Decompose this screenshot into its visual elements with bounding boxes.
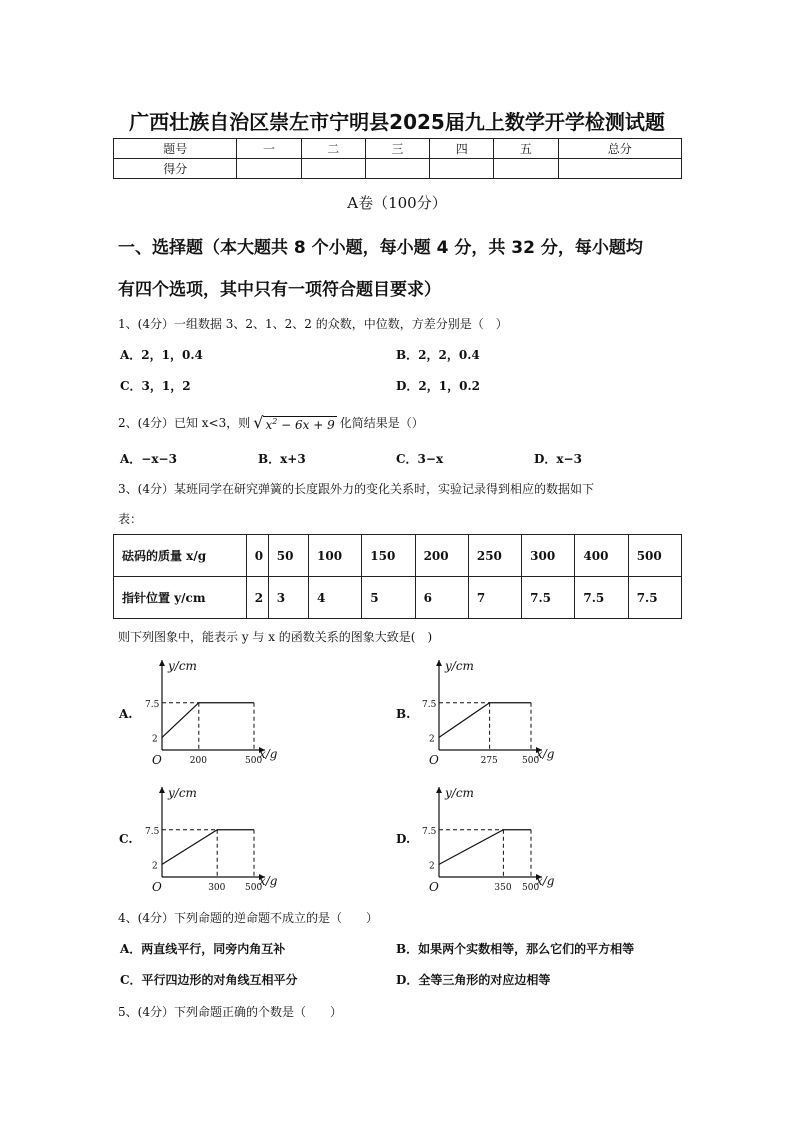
x-tick-end: 500 xyxy=(522,883,540,893)
y-axis-arrow xyxy=(159,660,165,666)
q3-question: 则下列图象中，能表示 y 与 x 的函数关系的图象大致是( ) xyxy=(118,630,433,644)
y-tick-7-5: 7.5 xyxy=(145,826,160,837)
y-tick-7-5: 7.5 xyxy=(422,699,437,710)
q1-option-c: C．3，1，2 xyxy=(120,379,191,393)
y-tick-7-5: 7.5 xyxy=(145,699,160,710)
q3-table-row-position xyxy=(114,577,682,619)
origin-label: O xyxy=(152,753,162,767)
q3-table-row-mass xyxy=(114,535,682,577)
table-cell: 2 xyxy=(246,577,268,619)
table-cell: 4 xyxy=(309,577,362,619)
q4-option-b: B．如果两个实数相等，那么它们的平方相等 xyxy=(396,942,635,956)
q1-stem: 1、(4分）一组数据 3、2、1、2、2 的众数，中位数，方差分别是（ ） xyxy=(118,317,508,331)
y-tick-7-5: 7.5 xyxy=(422,826,437,837)
score-input-cell xyxy=(237,159,301,179)
x-tick-corner: 200 xyxy=(189,756,207,766)
q1-option-d: D．2，1，0.2 xyxy=(396,379,480,393)
score-value-row xyxy=(114,159,682,179)
q3-stem-line2: 表： xyxy=(118,512,143,526)
graph-label-a: A. xyxy=(119,707,133,721)
x-tick-corner: 350 xyxy=(494,883,512,893)
sqrt-expression xyxy=(253,413,337,432)
q4-option-a: A．两直线平行，同旁内角互补 xyxy=(120,942,286,956)
x-axis-label: x/g xyxy=(536,874,555,888)
table-cell: 50 xyxy=(268,535,308,577)
origin-label: O xyxy=(429,753,439,767)
radicand-x: x xyxy=(265,418,273,432)
page-title: 广西壮族自治区崇左市宁明县2025届九上数学开学检测试题 xyxy=(129,110,665,134)
score-table xyxy=(113,138,682,179)
score-input-cell xyxy=(430,159,494,179)
function-line xyxy=(162,830,254,865)
table-cell: 7.5 xyxy=(522,577,575,619)
origin-label: O xyxy=(152,880,162,894)
part1-heading-line2: 有四个选项，其中只有一项符合题目要求） xyxy=(118,280,441,300)
table-cell: 300 xyxy=(522,535,575,577)
origin-label: O xyxy=(429,880,439,894)
q2-option-b: B．x+3 xyxy=(258,452,306,466)
function-line xyxy=(439,703,531,738)
score-cell: 二 xyxy=(301,139,365,159)
graph-a xyxy=(140,652,290,770)
score-cell: 三 xyxy=(365,139,429,159)
y-tick-2: 2 xyxy=(429,734,435,745)
x-tick-end: 500 xyxy=(522,756,540,766)
q3-stem-line1: 3、(4分）某班同学在研究弹簧的长度跟外力的变化关系时，实验记录得到相应的数据如下 xyxy=(118,482,594,496)
y-axis-arrow xyxy=(159,787,165,793)
x-axis-label: x/g xyxy=(259,874,278,888)
q2-option-c: C．3−x xyxy=(396,452,444,466)
y-tick-2: 2 xyxy=(152,861,158,872)
x-axis-label: x/g xyxy=(259,747,278,761)
x-tick-corner: 300 xyxy=(208,883,226,893)
table-cell: 250 xyxy=(468,535,521,577)
radicand-exponent: 2 xyxy=(272,417,278,426)
radicand xyxy=(263,416,336,432)
y-axis-label: y/cm xyxy=(168,659,197,673)
score-input-cell xyxy=(301,159,365,179)
radicand-rest: − 6x + 9 xyxy=(281,418,335,432)
table-cell: 7.5 xyxy=(575,577,628,619)
graph-d xyxy=(417,779,567,897)
score-input-cell xyxy=(365,159,429,179)
table-cell: 7 xyxy=(468,577,521,619)
table-cell: 400 xyxy=(575,535,628,577)
section-a-title: A卷（100分） xyxy=(347,194,447,212)
function-line xyxy=(162,703,254,738)
y-axis-label: y/cm xyxy=(168,786,197,800)
graph-c xyxy=(140,779,290,897)
q5-stem: 5、(4分）下列命题正确的个数是（ ） xyxy=(118,1005,342,1019)
score-cell: 一 xyxy=(237,139,301,159)
graph-label-d: D. xyxy=(396,832,411,846)
table-cell: 200 xyxy=(415,535,468,577)
y-axis-label: y/cm xyxy=(445,659,474,673)
y-tick-2: 2 xyxy=(152,734,158,745)
x-axis-label: x/g xyxy=(536,747,555,761)
q4-option-d: D．全等三角形的对应边相等 xyxy=(396,973,551,987)
y-axis-arrow xyxy=(436,787,442,793)
y-axis-arrow xyxy=(436,660,442,666)
function-line xyxy=(439,830,531,865)
table-cell: 500 xyxy=(628,535,681,577)
q1-option-a: A．2，1，0.4 xyxy=(120,348,203,362)
table-cell: 100 xyxy=(309,535,362,577)
table-cell: 3 xyxy=(268,577,308,619)
q3-data-table xyxy=(113,534,682,619)
table-cell: 砝码的质量 x/g xyxy=(114,535,247,577)
x-tick-corner: 275 xyxy=(480,756,498,766)
q4-stem: 4、(4分）下列命题的逆命题不成立的是（ ） xyxy=(118,911,378,925)
score-cell: 五 xyxy=(494,139,558,159)
score-input-cell xyxy=(558,159,681,179)
sqrt-sign: √ xyxy=(253,413,264,432)
part1-heading-line1: 一、选择题（本大题共 8 个小题，每小题 4 分，共 32 分，每小题均 xyxy=(118,238,643,258)
q4-option-c: C．平行四边形的对角线互相平分 xyxy=(120,973,298,987)
score-cell: 总分 xyxy=(558,139,681,159)
score-input-cell xyxy=(494,159,558,179)
score-cell: 四 xyxy=(430,139,494,159)
q2-stem-pre: 2、(4分）已知 x<3，则 xyxy=(118,416,251,430)
table-cell: 5 xyxy=(362,577,415,619)
table-cell: 0 xyxy=(246,535,268,577)
q1-option-b: B．2，2，0.4 xyxy=(396,348,480,362)
q2-stem xyxy=(118,413,424,432)
table-cell: 150 xyxy=(362,535,415,577)
x-tick-end: 500 xyxy=(245,883,263,893)
y-axis-label: y/cm xyxy=(445,786,474,800)
y-tick-2: 2 xyxy=(429,861,435,872)
score-cell: 得分 xyxy=(114,159,237,179)
q2-option-d: D．x−3 xyxy=(534,452,582,466)
q2-stem-post: 化简结果是（） xyxy=(339,416,424,430)
x-tick-end: 500 xyxy=(245,756,263,766)
score-cell: 题号 xyxy=(114,139,237,159)
table-cell: 指针位置 y/cm xyxy=(114,577,247,619)
table-cell: 6 xyxy=(415,577,468,619)
table-cell: 7.5 xyxy=(628,577,681,619)
q2-option-a: A．−x−3 xyxy=(120,452,177,466)
score-header-row xyxy=(114,139,682,159)
graph-label-c: C. xyxy=(119,832,133,846)
graph-label-b: B. xyxy=(396,707,411,721)
graph-b xyxy=(417,652,567,770)
